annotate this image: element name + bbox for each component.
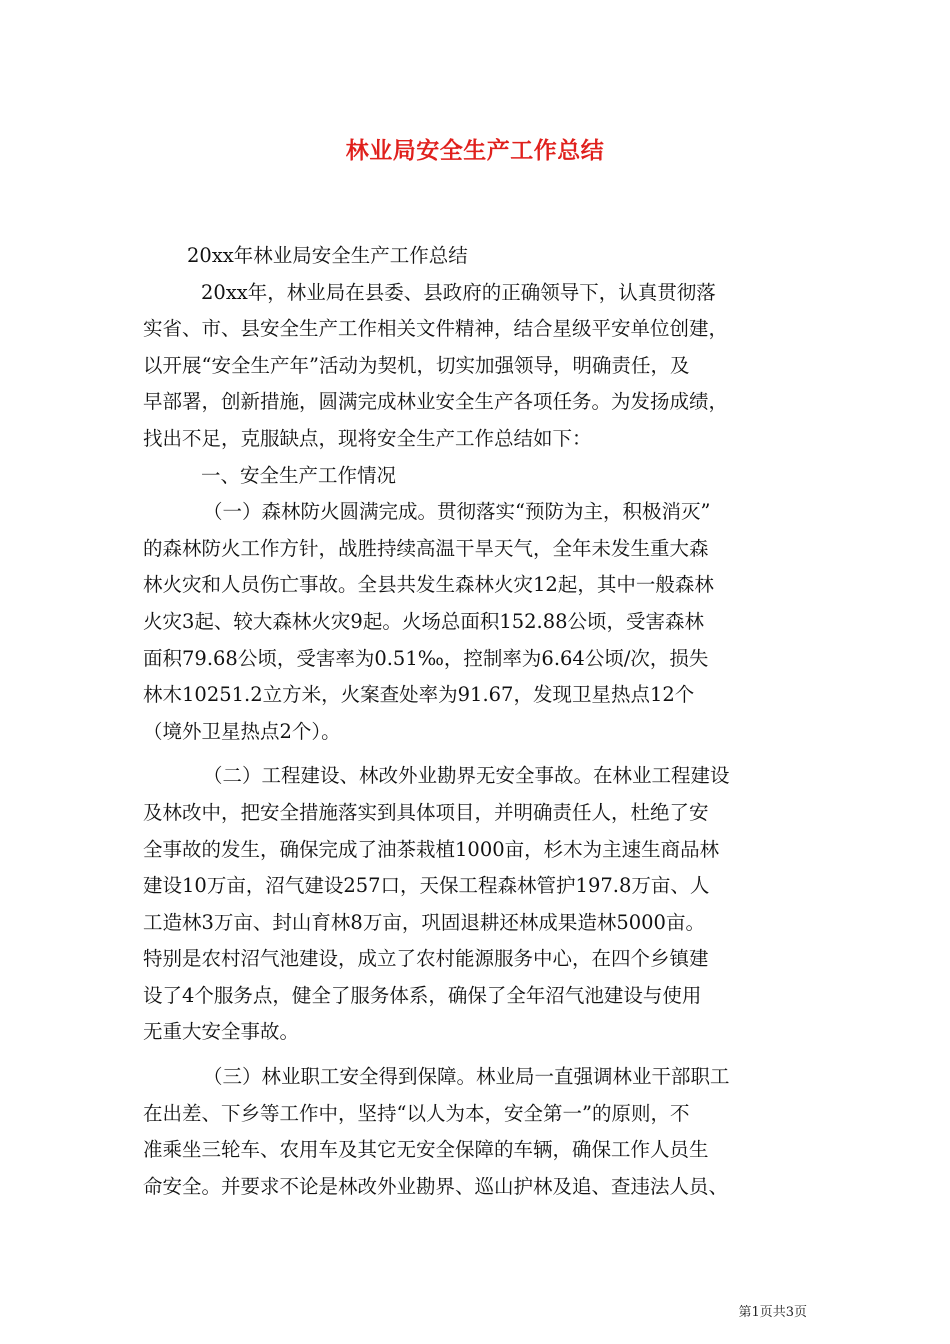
paragraph-gap <box>143 750 823 758</box>
subtitle-line: 20xx年林业局安全生产工作总结 <box>187 244 468 267</box>
paragraph-line: 火灾3起、较大森林火灾9起。火场总面积152.88公顷，受害森林 <box>143 609 705 633</box>
paragraph-line: 找出不足，克服缺点，现将安全生产工作总结如下： <box>143 426 592 450</box>
paragraph-line: 命安全。并要求不论是林改外业勘界、巡山护林及追、查违法人员、 <box>143 1174 729 1198</box>
paragraph-line: 准乘坐三轮车、农用车及其它无安全保障的车辆，确保工作人员生 <box>143 1138 709 1162</box>
section-heading: 一、安全生产工作情况 <box>201 463 397 487</box>
page-number: 第1页共3页 <box>738 1305 807 1320</box>
paragraph-line: 无重大安全事故。 <box>143 1020 300 1044</box>
paragraph-line: 林火灾和人员伤亡事故。全县共发生森林火灾12起，其中一般森林 <box>143 573 714 597</box>
paragraph-line: （二）工程建设、林改外业勘界无安全事故。在林业工程建设 <box>203 764 730 788</box>
document-body <box>143 238 823 1205</box>
paragraph-line: （一）森林防火圆满完成。贯彻落实“预防为主，积极消灭” <box>203 500 711 524</box>
paragraph-line: 早部署，创新措施，圆满完成林业安全生产各项任务。为发扬成绩， <box>143 390 729 414</box>
paragraph-line: 实省、市、县安全生产工作相关文件精神，结合星级平安单位创建， <box>143 317 729 341</box>
paragraph-line: 面积79.68公顷，受害率为0.51‰，控制率为6.64公顷/次，损失 <box>143 646 709 670</box>
paragraph-line: 在出差、下乡等工作中，坚持“以人为本，安全第一”的原则，不 <box>143 1101 690 1125</box>
paragraph-line: 及林改中，把安全措施落实到具体项目，并明确责任人，杜绝了安 <box>143 800 709 824</box>
paragraph-line: （境外卫星热点2个）。 <box>143 719 341 743</box>
paragraph-line: 全事故的发生，确保完成了油茶栽植1000亩，杉木为主速生商品林 <box>143 837 720 861</box>
paragraph-line: （三）林业职工安全得到保障。林业局一直强调林业干部职工 <box>203 1065 730 1089</box>
paragraph-line: 20xx年，林业局在县委、县政府的正确领导下，认真贯彻落 <box>201 280 716 304</box>
paragraph-line: 以开展“安全生产年”活动为契机，切实加强领导，明确责任，及 <box>143 353 690 377</box>
paragraph-line: 设了4个服务点，健全了服务体系，确保了全年沼气池建设与使用 <box>143 983 702 1007</box>
paragraph-line: 工造林3万亩、封山育林8万亩，巩固退耕还林成果造林5000亩。 <box>143 910 705 934</box>
paragraph-line: 建设10万亩，沼气建设257口，天保工程森林管护197.8万亩、人 <box>143 874 710 898</box>
paragraph-gap <box>143 1051 823 1059</box>
paragraph-line: 的森林防火工作方针，战胜持续高温干旱天气，全年未发生重大森 <box>143 536 709 560</box>
document-title: 林业局安全生产工作总结 <box>345 137 605 164</box>
paragraph-line: 特别是农村沼气池建设，成立了农村能源服务中心，在四个乡镇建 <box>143 947 709 971</box>
paragraph-line: 林木10251.2立方米，火案查处率为91.67，发现卫星热点12个 <box>143 683 695 707</box>
